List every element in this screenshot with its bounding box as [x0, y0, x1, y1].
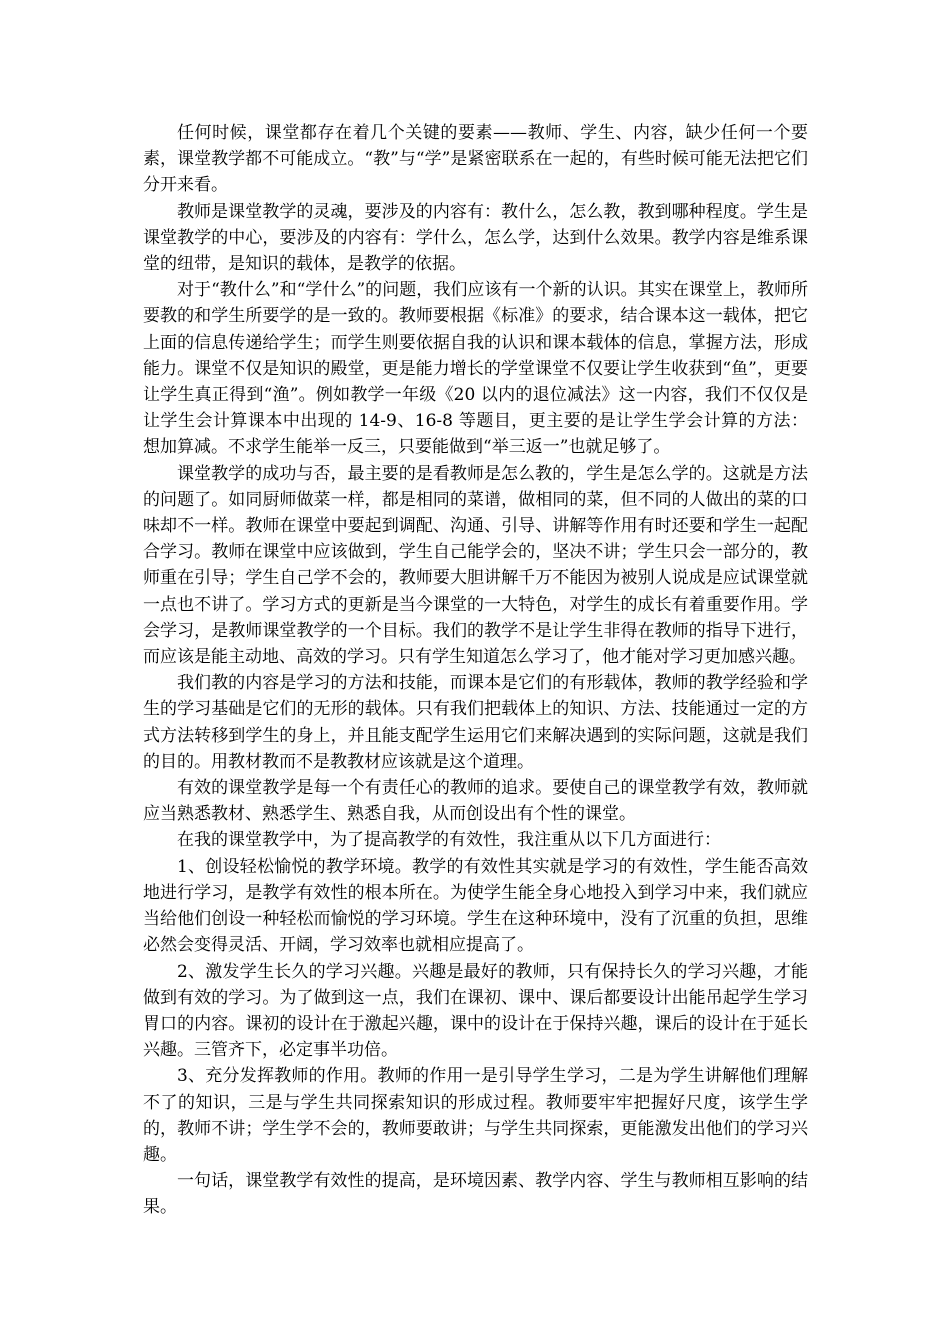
paragraph-11: 一句话，课堂教学有效性的提高，是环境因素、教学内容、学生与教师相互影响的结果。 — [143, 1171, 808, 1218]
paragraph-10: 3、充分发挥教师的作用。教师的作用一是引导学生学习，二是为学生讲解他们理解不了的知识，三是与学生共同探索知识的形成过程。教师要牢牢把握好尺度，该学生学的，教师不讲；学生学不会的，教师要敢讲；与学生共同探索，更能激发出他们的学习兴趣。 — [143, 1066, 808, 1165]
paragraph-2: 教师是课堂教学的灵魂，要涉及的内容有：教什么，怎么教，教到哪种程度。学生是课堂教学的中心，要涉及的内容有：学什么，怎么学，达到什么效果。教学内容是维系课堂的纽带，是知识的载体，是教学的依据。 — [143, 201, 808, 275]
paragraph-7: 在我的课堂教学中，为了提高教学的有效性，我注重从以下几方面进行： — [177, 830, 721, 851]
paragraph-4: 课堂教学的成功与否，最主要的是看教师是怎么教的，学生是怎么学的。这就是方法的问题了。如同厨师做菜一样，都是相同的菜谱，做相同的菜，但不同的人做出的菜的口味却不一样。教师在课堂中要起到调配、沟通、引导、讲解等作用有时还要和学生一起配合学习。教师在课堂中应该做到，学生自己能学会的，坚决不讲；学生只会一部分的，教师重在引导；学生自己学不会的，教师要大胆讲解千万不能因为被别人说成是应试课堂就一点也不讲了。学习方式的更新是当今课堂的一大特色，对学生的成长有着重要作用。学会学习，是教师课堂教学的一个目标。我们的教学不是让学生非得在教师的指导下进行，而应该是能主动地、高效的学习。只有学生知道怎么学习了，他才能对学习更加感兴趣。 — [143, 463, 808, 668]
document-body — [143, 120, 808, 1221]
paragraph-8: 1、创设轻松愉悦的教学环境。教学的有效性其实就是学习的有效性，学生能否高效地进行学习，是教学有效性的根本所在。为使学生能全身心地投入到学习中来，我们就应当给他们创设一种轻松而愉悦的学习环境。学生在这种环境中，没有了沉重的负担，思维必然会变得灵活、开阔，学习效率也就相应提高了。 — [143, 856, 808, 956]
paragraph-9: 2、激发学生长久的学习兴趣。兴趣是最好的教师，只有保持长久的学习兴趣，才能做到有效的学习。为了做到这一点，我们在课初、课中、课后都要设计出能吊起学生学习胃口的内容。课初的设计在于激起兴趣，课中的设计在于保持兴趣，课后的设计在于延长兴趣。三管齐下，必定事半功倍。 — [143, 961, 808, 1061]
paragraph-6: 有效的课堂教学是每一个有责任心的教师的追求。要使自己的课堂教学有效，教师就应当熟悉教材、熟悉学生、熟悉自我，从而创设出有个性的课堂。 — [143, 778, 808, 825]
paragraph-5: 我们教的内容是学习的方法和技能，而课本是它们的有形载体，教师的教学经验和学生的学习基础是它们的无形的载体。只有我们把载体上的知识、方法、技能通过一定的方式方法转移到学生的身上，并且能支配学生运用它们来解决遇到的实际问题，这就是我们的目的。用教材教而不是教教材应该就是这个道理。 — [143, 673, 808, 772]
paragraph-3: 对于“教什么”和“学什么”的问题，我们应该有一个新的认识。其实在课堂上，教师所要教的和学生所要学的是一致的。教师要根据《标准》的要求，结合课本这一载体，把它上面的信息传递给学生；而学生则要依据自我的认识和课本载体的信息，掌握方法，形成能力。课堂不仅是知识的殿堂，更是能力增长的学堂课堂不仅要让学生收获到“鱼”，更要让学生真正得到“渔”。例如教学一年级《20 以内的退位减法》这一内容，我们不仅仅是让学生会计算课本中出现的 14-9、16-8 等题目，更主要的是让学生学会计算的方法：想加算减。不求学生能举一反三，只要能做到“举三返一”也就足够了。 — [143, 280, 808, 458]
paragraph-1: 任何时候，课堂都存在着几个关键的要素——教师、学生、内容，缺少任何一个要素，课堂教学都不可能成立。“教”与“学”是紧密联系在一起的，有些时候可能无法把它们分开来看。 — [143, 123, 808, 196]
